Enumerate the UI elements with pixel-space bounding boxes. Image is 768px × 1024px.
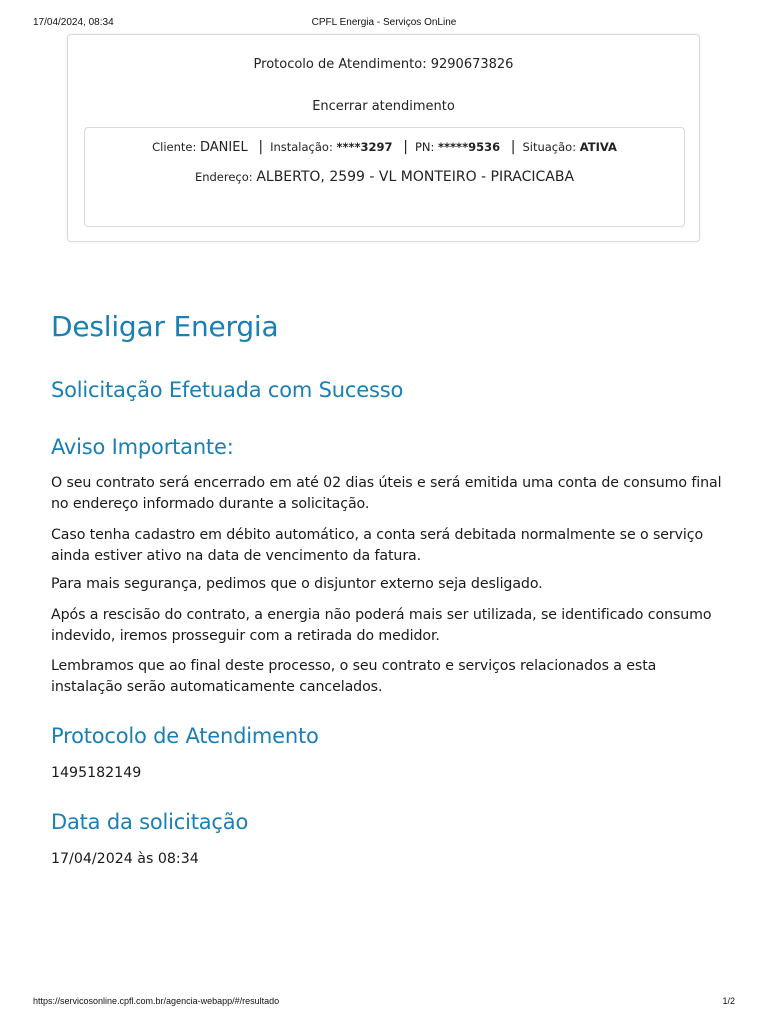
separator: |: [403, 139, 408, 155]
protocol-section-title: Protocolo de Atendimento: [51, 724, 319, 748]
client-label: Cliente:: [152, 140, 197, 154]
client-info-card: [84, 127, 685, 227]
notice-title: Aviso Importante:: [51, 435, 234, 459]
end-service-link[interactable]: Encerrar atendimento: [312, 99, 455, 114]
print-page-title: CPFL Energia - Serviços OnLine: [311, 17, 457, 28]
separator: |: [258, 139, 264, 155]
client-info-row: [85, 139, 684, 155]
status-label: Situação:: [522, 140, 577, 154]
notice-paragraph: Para mais segurança, pedimos que o disjuntor externo seja desligado.: [51, 576, 543, 592]
installation-label: Instalação:: [270, 140, 333, 154]
date-section-title: Data da solicitação: [51, 810, 249, 834]
notice-paragraph: Lembramos que ao final deste processo, o seu contrato e serviços relacionados a esta instalação serão automaticamente cancelados.: [51, 658, 657, 695]
pn-value: *****9536: [438, 140, 501, 154]
page-title: Desligar Energia: [51, 310, 279, 343]
protocol-value: 1495182149: [51, 765, 142, 781]
protocol-header: [68, 57, 699, 72]
print-datetime: 17/04/2024, 08:34: [33, 17, 114, 28]
installation-value: ****3297: [336, 140, 393, 154]
notice-paragraph: O seu contrato será encerrado em até 02 dias úteis e será emitida uma conta de consumo final no endereço informado durante a solicitação.: [51, 475, 722, 512]
success-message: Solicitação Efetuada com Sucesso: [51, 378, 404, 402]
print-page-number: 1/2: [722, 996, 735, 1006]
address-value: ALBERTO, 2599 - VL MONTEIRO - PIRACICABA: [256, 169, 575, 185]
pn-label: PN:: [414, 140, 435, 154]
notice-paragraph: Caso tenha cadastro em débito automático, a conta será debitada normalmente se o serviço ainda estiver ativo na data de vencimento da fatura.: [51, 527, 704, 564]
address-row: [85, 169, 684, 185]
notice-paragraph: Após a rescisão do contrato, a energia não poderá mais ser utilizada, se identificado consumo indevido, iremos prosseguir com a retirada do medidor.: [51, 607, 712, 644]
separator: |: [510, 139, 516, 155]
protocol-label: Protocolo de Atendimento:: [253, 57, 427, 72]
status-value: ATIVA: [579, 140, 617, 154]
address-label: Endereço:: [194, 170, 253, 184]
protocol-number: 9290673826: [430, 57, 514, 72]
client-name: DANIEL: [200, 140, 248, 155]
print-url: https://servicosonline.cpfl.com.br/agencia-webapp/#/resultado: [33, 996, 280, 1006]
date-value: 17/04/2024 às 08:34: [51, 851, 199, 867]
protocol-card: [67, 34, 700, 242]
